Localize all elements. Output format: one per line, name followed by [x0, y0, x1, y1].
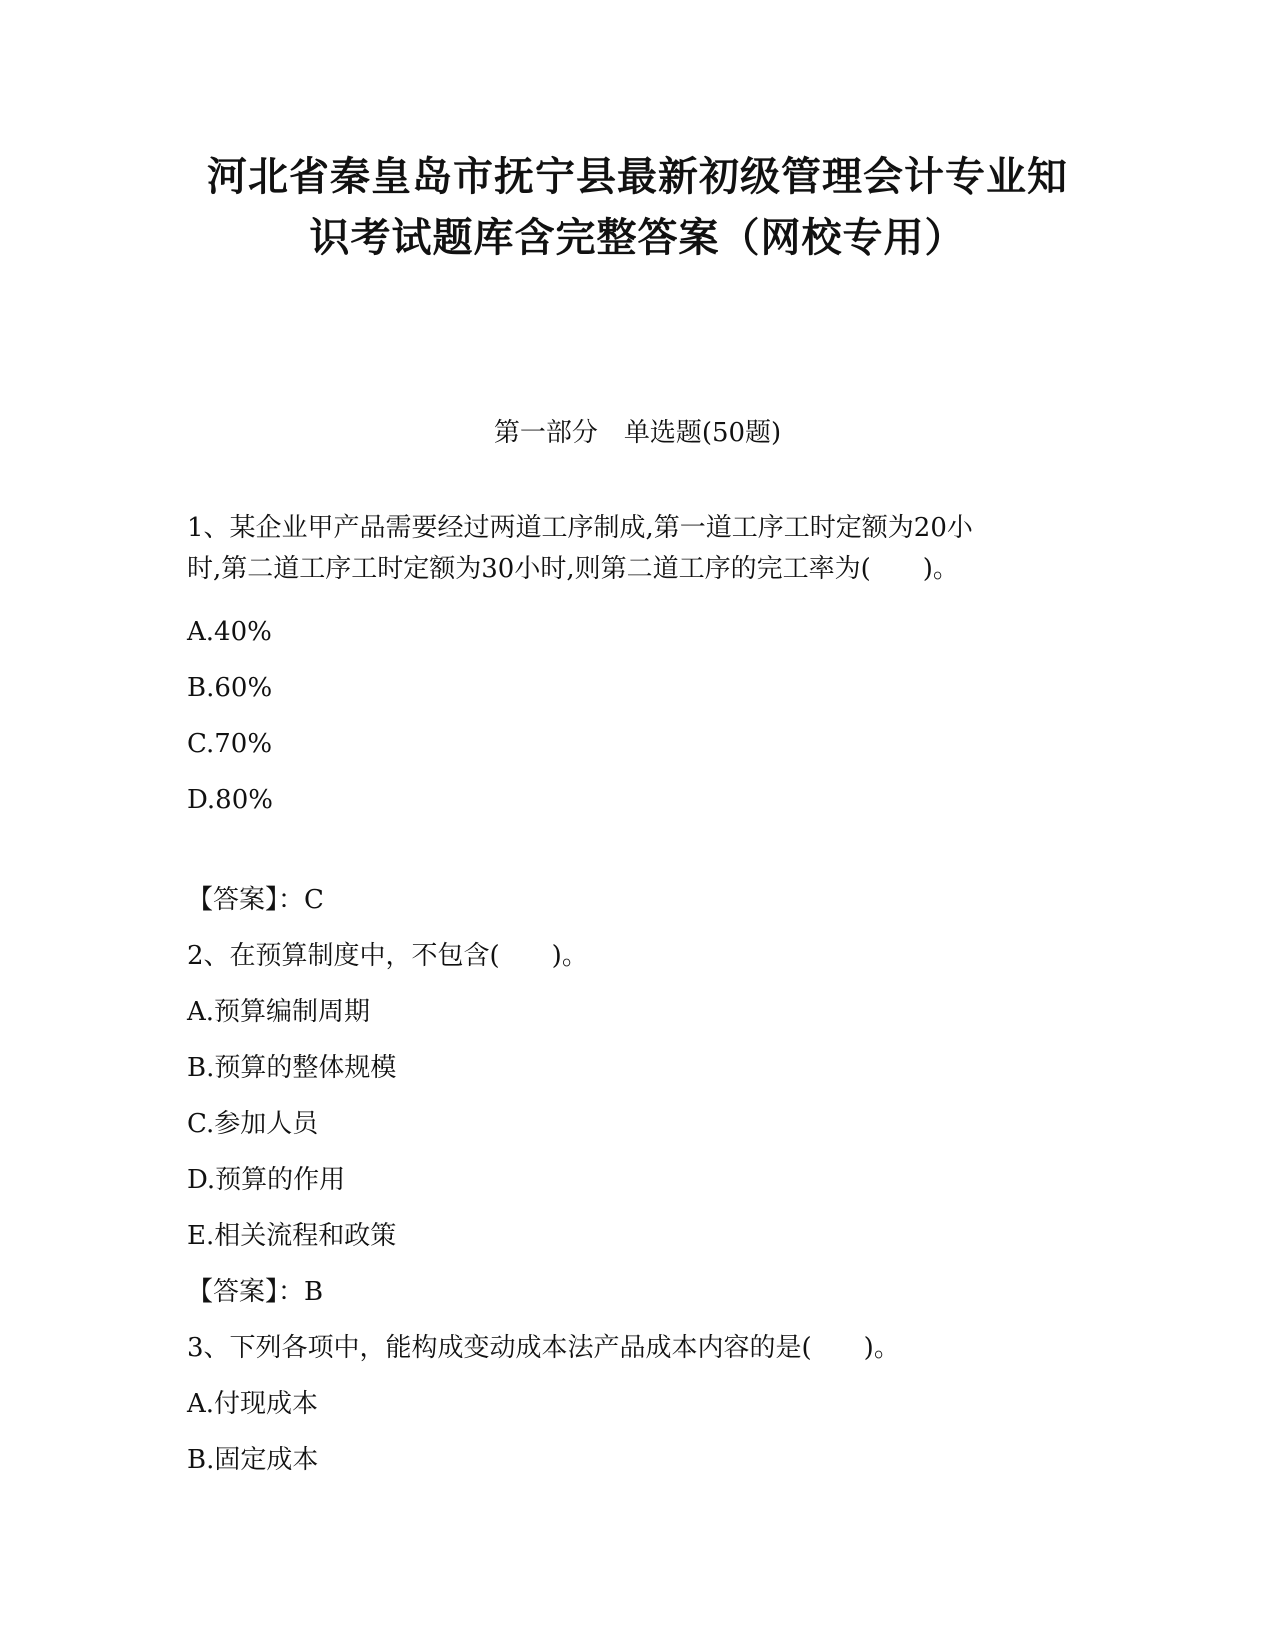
question-1-option-c: C.70%	[187, 729, 273, 759]
question-1-option-a: A.40%	[187, 617, 272, 647]
question-1-stem-line-2: 时,第二道工序工时定额为30小时,则第二道工序的完工率为( )。	[187, 554, 959, 584]
question-2-option-a: A.预算编制周期	[187, 997, 371, 1027]
question-2-option-d: D.预算的作用	[187, 1165, 346, 1195]
question-1-stem-line-1: 1、某企业甲产品需要经过两道工序制成,第一道工序工时定额为20小	[187, 513, 973, 543]
question-2-answer: 【答案】：B	[187, 1277, 324, 1307]
question-3-option-b: B.固定成本	[187, 1445, 319, 1475]
question-2-option-e: E.相关流程和政策	[187, 1221, 397, 1251]
question-1-option-b: B.60%	[187, 673, 273, 703]
question-3-option-a: A.付现成本	[187, 1389, 319, 1419]
question-1-answer: 【答案】：C	[187, 885, 324, 915]
section-heading: 第一部分 单选题(50题)	[493, 418, 782, 448]
document-title-line-1: 河北省秦皇岛市抚宁县最新初级管理会计专业知	[207, 154, 1068, 200]
question-2-option-b: B.预算的整体规模	[187, 1053, 397, 1083]
question-2-option-c: C.参加人员	[187, 1109, 319, 1139]
document-title-line-2: 识考试题库含完整答案（网校专用）	[309, 215, 966, 261]
question-2-stem-line-1: 2、在预算制度中，不包含( )。	[187, 941, 588, 971]
question-3-stem-line-1: 3、下列各项中，能构成变动成本法产品成本内容的是( )。	[187, 1333, 900, 1363]
question-1-option-d: D.80%	[187, 785, 273, 815]
